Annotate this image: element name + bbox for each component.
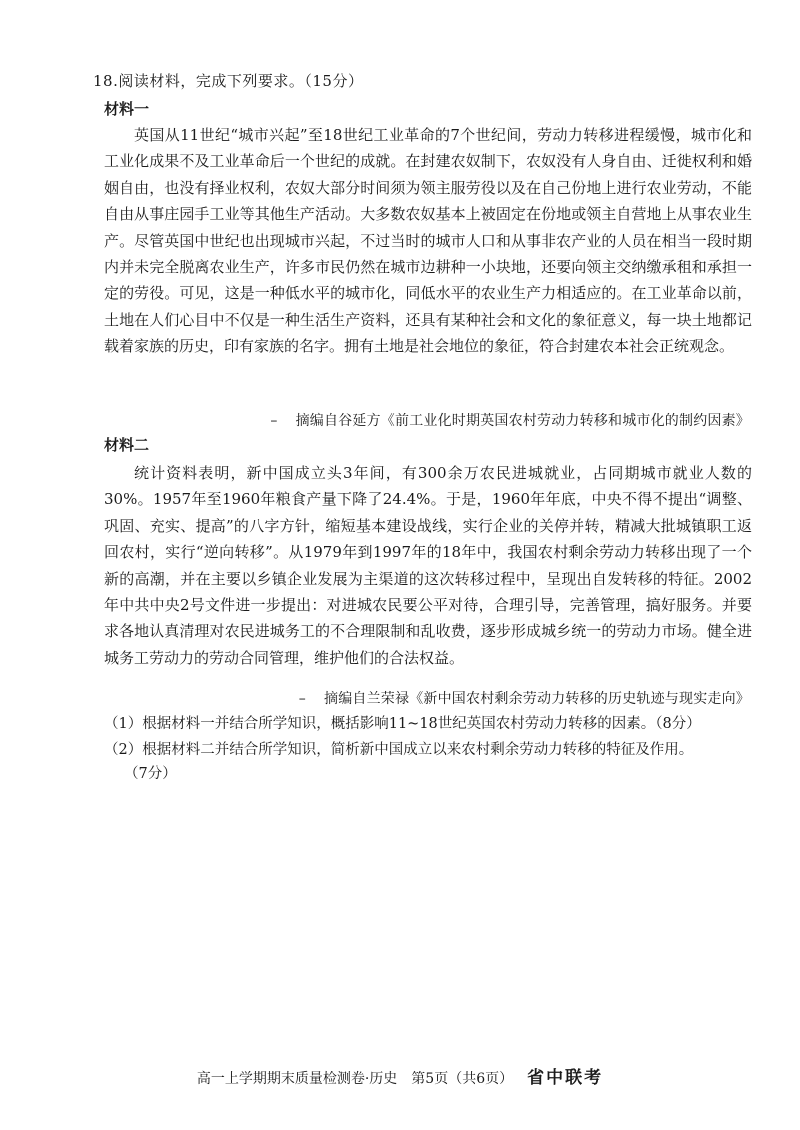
footer-text: 高一上学期期末质量检测卷·历史 第5页（共6页） <box>196 1071 514 1087</box>
source-dash: – <box>298 691 306 707</box>
material1-text: 英国从11世纪“城市兴起”至18世纪工业革命的7个世纪间，劳动力转移进程缓慢，城市化和工业化成果不及工业革命后一个世纪的成就。在封建农奴制下，农奴没有人身自由、迁徙权利和婚姻自由，也没有择业权利，农奴大部分时间须为领主服劳役以及在自己份地上进行农业劳动，不能自由从事庄园手工业等其他生产活动。大多数农奴基本上被固定在份地或领主自营地上从事农业生产。尽管英国中世纪也出现城市兴起，不过当时的城市人口和从事非农产业的人员在相当一段时期内并未完全脱离农业生产，许多市民仍然在城市边耕种一小块地，还要向领主交纳缴承租和承担一定的劳役。可见，这是一种低水平的城市化，同低水平的农业生产力相适应的。在工业革命以前，土地在人们心目中不仅是一种生活生产资料，还具有某种社会和文化的象征意义，每一块土地都记载着家族的历史，印有家族的名字。拥有土地是社会地位的象征，符合封建农本社会正统观念。 <box>104 126 752 356</box>
page-footer <box>0 1063 800 1088</box>
sub-question-1: （1）根据材料一并结合所学知识，概括影响11~18世纪英国农村劳动力转移的因素。（8分） <box>104 716 701 732</box>
footer-brand: 省中联考 <box>527 1068 604 1088</box>
sub-question-2-points: （7分） <box>124 766 177 782</box>
sub-question-2: （2）根据材料二并结合所学知识，简析新中国成立以来农村剩余劳动力转移的特征及作用。 <box>104 742 694 758</box>
material2-source-text: 摘编自兰荣禄《新中国农村剩余劳动力转移的历史轨迹与现实走向》 <box>324 691 750 707</box>
material2-label: 材料二 <box>104 436 150 454</box>
material2-text: 统计资料表明，新中国成立头3年间，有300余万农民进城就业，占同期城市就业人数的30%。1957年至1960年粮食产量下降了24.4%。于是，1960年年底，中央不得不提出“调整、巩固、充实、提高”的八字方针，缩短基本建设战线，实行企业的关停并转，精减大批城镇职工返回农村，实行“逆向转移”。从1979年到1997年的18年中，我国农村剩余劳动力转移出现了一个新的高潮，并在主要以乡镇企业发展为主渠道的这次转移过程中，呈现出自发转移的特征。2002年中共中央2号文件进一步提出：对进城农民要公平对待，合理引导，完善管理，搞好服务。并要求各地认真清理对农民进城务工的不合理限制和乱收费，逐步形成城乡统一的劳动力市场。健全进城务工劳动力的劳动合同管理，维护他们的合法权益。 <box>104 464 752 667</box>
material1-source <box>270 410 750 430</box>
material1-label: 材料一 <box>104 100 150 118</box>
question-title: 18.阅读材料，完成下列要求。（15分） <box>93 72 364 90</box>
source-dash: – <box>270 413 278 429</box>
material1-source-text: 摘编自谷延方《前工业化时期英国农村劳动力转移和城市化的制约因素》 <box>295 413 750 429</box>
material2-source <box>299 688 750 708</box>
